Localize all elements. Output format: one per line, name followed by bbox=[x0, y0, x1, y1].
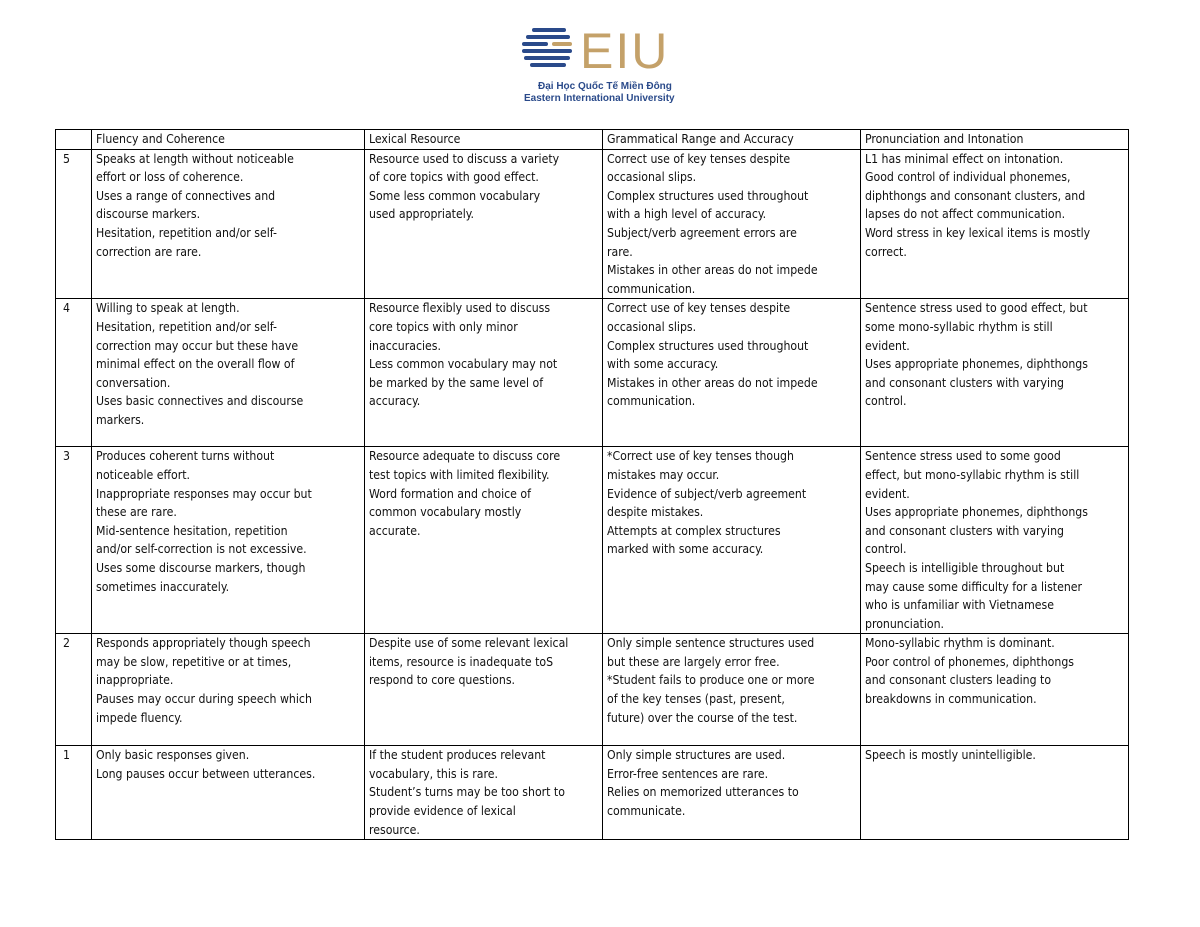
cell-text-line: impede fluency. bbox=[96, 710, 183, 725]
cell-text-line: occasional slips. bbox=[607, 319, 697, 334]
cell-text-line: accurate. bbox=[369, 523, 421, 538]
cell-text-line: *Student fails to produce one or more bbox=[607, 673, 815, 688]
column-header-grammar: Grammatical Range and Accuracy bbox=[603, 130, 861, 150]
cell-text-line: accuracy. bbox=[369, 394, 421, 409]
logo-subtitle-english: Eastern International University bbox=[524, 93, 675, 104]
cell-text-line: correction are rare. bbox=[96, 244, 202, 259]
cell-text-line: be marked by the same level of bbox=[369, 375, 544, 390]
cell-text-line: communicate. bbox=[607, 804, 686, 819]
cell-text-line: If the student produces relevant bbox=[369, 748, 546, 763]
cell-text-line: rare. bbox=[607, 244, 633, 259]
cell-text-line: discourse markers. bbox=[96, 207, 201, 222]
cell-text-line: Produces coherent turns without bbox=[96, 449, 275, 464]
fluency-cell bbox=[92, 299, 365, 447]
band-score: 2 bbox=[56, 634, 92, 746]
band-score: 3 bbox=[56, 447, 92, 634]
cell-text-line: with a high level of accuracy. bbox=[607, 207, 767, 222]
grammar-cell bbox=[603, 447, 861, 634]
cell-text-line: Long pauses occur between utterances. bbox=[96, 766, 316, 781]
table-row bbox=[56, 149, 1129, 299]
lexical-cell bbox=[365, 746, 603, 840]
cell-text-line: minimal effect on the overall flow of bbox=[96, 357, 295, 372]
pronunciation-cell bbox=[861, 447, 1129, 634]
cell-text-line: Complex structures used throughout bbox=[607, 338, 809, 353]
cell-text-line: these are rare. bbox=[96, 505, 177, 520]
grammar-cell bbox=[603, 634, 861, 746]
cell-text-line: Student’s turns may be too short to bbox=[369, 785, 565, 800]
lexical-cell bbox=[365, 299, 603, 447]
logo-wordmark: EIU bbox=[580, 23, 670, 79]
cell-text-line: breakdowns in communication. bbox=[865, 692, 1037, 707]
logo-mark-row bbox=[522, 23, 678, 79]
cell-text-line: Complex structures used throughout bbox=[607, 188, 809, 203]
cell-text-line: resource. bbox=[369, 822, 420, 837]
pronunciation-cell bbox=[861, 149, 1129, 299]
cell-text-line: Hesitation, repetition and/or self- bbox=[96, 225, 277, 240]
cell-text-line: Error-free sentences are rare. bbox=[607, 766, 769, 781]
cell-text-line: Only simple structures are used. bbox=[607, 748, 786, 763]
eiu-logo bbox=[520, 22, 680, 106]
table-header-row bbox=[56, 130, 1129, 150]
pronunciation-cell bbox=[861, 299, 1129, 447]
fluency-cell bbox=[92, 149, 365, 299]
lexical-cell bbox=[365, 634, 603, 746]
cell-text-line: sometimes inaccurately. bbox=[96, 579, 230, 594]
cell-text-line: inaccuracies. bbox=[369, 338, 441, 353]
cell-text-line: control. bbox=[865, 394, 907, 409]
cell-text-line: *Correct use of key tenses though bbox=[607, 449, 794, 464]
band-score: 4 bbox=[56, 299, 92, 447]
cell-text-line: Poor control of phonemes, diphthongs bbox=[865, 654, 1075, 669]
table-row bbox=[56, 634, 1129, 746]
cell-text-line: Resource flexibly used to discuss bbox=[369, 301, 551, 316]
cell-text-line: L1 has minimal effect on intonation. bbox=[865, 151, 1064, 166]
speaking-rubric-table bbox=[55, 129, 1129, 840]
cell-text-line: Inappropriate responses may occur but bbox=[96, 486, 312, 501]
cell-text-line: some mono-syllabic rhythm is still bbox=[865, 319, 1053, 334]
column-header-band bbox=[56, 130, 92, 150]
grammar-cell bbox=[603, 149, 861, 299]
cell-text-line: effort or loss of coherence. bbox=[96, 170, 244, 185]
cell-text-line: Less common vocabulary may not bbox=[369, 357, 558, 372]
cell-text-line: Evidence of subject/verb agreement bbox=[607, 486, 807, 501]
cell-text-line: Word stress in key lexical items is mostly bbox=[865, 225, 1091, 240]
cell-text-line: Some less common vocabulary bbox=[369, 188, 541, 203]
fluency-cell bbox=[92, 447, 365, 634]
cell-text-line: Resource used to discuss a variety bbox=[369, 151, 560, 166]
cell-text-line: evident. bbox=[865, 338, 910, 353]
cell-text-line: correct. bbox=[865, 244, 907, 259]
table-row bbox=[56, 746, 1129, 840]
cell-text-line: correction may occur but these have bbox=[96, 338, 299, 353]
cell-text-line: of core topics with good effect. bbox=[369, 170, 539, 185]
cell-text-line: Uses basic connectives and discourse bbox=[96, 394, 304, 409]
column-header-lexical: Lexical Resource bbox=[365, 130, 603, 150]
cell-text-line: common vocabulary mostly bbox=[369, 505, 522, 520]
lexical-cell bbox=[365, 149, 603, 299]
band-score: 5 bbox=[56, 149, 92, 299]
cell-text-line: future) over the course of the test. bbox=[607, 710, 798, 725]
cell-text-line: Word formation and choice of bbox=[369, 486, 531, 501]
cell-text-line: effect, but mono-syllabic rhythm is still bbox=[865, 467, 1080, 482]
cell-text-line: Speech is intelligible throughout but bbox=[865, 560, 1065, 575]
cell-text-line: Pauses may occur during speech which bbox=[96, 692, 312, 707]
cell-text-line: Uses appropriate phonemes, diphthongs bbox=[865, 357, 1088, 372]
cell-text-line: of the key tenses (past, present, bbox=[607, 692, 785, 707]
cell-text-line: noticeable effort. bbox=[96, 467, 191, 482]
cell-text-line: Despite use of some relevant lexical bbox=[369, 636, 569, 651]
band-score: 1 bbox=[56, 746, 92, 840]
cell-text-line: respond to core questions. bbox=[369, 673, 516, 688]
cell-text-line: may be slow, repetitive or at times, bbox=[96, 654, 292, 669]
grammar-cell bbox=[603, 299, 861, 447]
cell-text-line: communication. bbox=[607, 394, 696, 409]
cell-text-line: despite mistakes. bbox=[607, 505, 704, 520]
cell-text-line: and consonant clusters with varying bbox=[865, 523, 1064, 538]
cell-text-line: Speaks at length without noticeable bbox=[96, 151, 294, 166]
cell-text-line: diphthongs and consonant clusters, and bbox=[865, 188, 1086, 203]
fluency-cell bbox=[92, 746, 365, 840]
cell-text-line: Sentence stress used to some good bbox=[865, 449, 1061, 464]
cell-text-line: Correct use of key tenses despite bbox=[607, 151, 791, 166]
cell-text-line: mistakes may occur. bbox=[607, 467, 720, 482]
cell-text-line: provide evidence of lexical bbox=[369, 804, 516, 819]
cell-text-line: core topics with only minor bbox=[369, 319, 518, 334]
cell-text-line: but these are largely error free. bbox=[607, 654, 780, 669]
cell-text-line: Uses appropriate phonemes, diphthongs bbox=[865, 505, 1088, 520]
cell-text-line: Hesitation, repetition and/or self- bbox=[96, 319, 277, 334]
cell-text-line: test topics with limited flexibility. bbox=[369, 467, 550, 482]
pronunciation-cell bbox=[861, 746, 1129, 840]
cell-text-line: who is unfamiliar with Vietnamese bbox=[865, 598, 1054, 613]
cell-text-line: Resource adequate to discuss core bbox=[369, 449, 561, 464]
cell-text-line: Uses some discourse markers, though bbox=[96, 560, 306, 575]
cell-text-line: and consonant clusters leading to bbox=[865, 673, 1052, 688]
cell-text-line: Willing to speak at length. bbox=[96, 301, 240, 316]
cell-text-line: occasional slips. bbox=[607, 170, 697, 185]
cell-text-line: Relies on memorized utterances to bbox=[607, 785, 799, 800]
cell-text-line: and/or self-correction is not excessive. bbox=[96, 542, 307, 557]
cell-text-line: communication. bbox=[607, 281, 696, 296]
cell-text-line: and consonant clusters with varying bbox=[865, 375, 1064, 390]
cell-text-line: Mistakes in other areas do not impede bbox=[607, 263, 818, 278]
cell-text-line: Mid-sentence hesitation, repetition bbox=[96, 523, 288, 538]
cell-text-line: inappropriate. bbox=[96, 673, 174, 688]
cell-text-line: lapses do not affect communication. bbox=[865, 207, 1066, 222]
cell-text-line: Mono-syllabic rhythm is dominant. bbox=[865, 636, 1055, 651]
cell-text-line: Only simple sentence structures used bbox=[607, 636, 815, 651]
cell-text-line: Subject/verb agreement errors are bbox=[607, 225, 797, 240]
cell-text-line: Correct use of key tenses despite bbox=[607, 301, 791, 316]
eiu-stripes-icon bbox=[522, 26, 578, 72]
cell-text-line: may cause some difficulty for a listener bbox=[865, 579, 1083, 594]
cell-text-line: markers. bbox=[96, 412, 145, 427]
cell-text-line: items, resource is inadequate toS bbox=[369, 654, 554, 669]
cell-text-line: vocabulary, this is rare. bbox=[369, 766, 498, 781]
cell-text-line: Speech is mostly unintelligible. bbox=[865, 748, 1036, 763]
cell-text-line: Good control of individual phonemes, bbox=[865, 170, 1071, 185]
pronunciation-cell bbox=[861, 634, 1129, 746]
grammar-cell bbox=[603, 746, 861, 840]
cell-text-line: control. bbox=[865, 542, 907, 557]
cell-text-line: pronunciation. bbox=[865, 616, 945, 631]
cell-text-line: Attempts at complex structures bbox=[607, 523, 781, 538]
cell-text-line: marked with some accuracy. bbox=[607, 542, 764, 557]
cell-text-line: evident. bbox=[865, 486, 910, 501]
lexical-cell bbox=[365, 447, 603, 634]
cell-text-line: Mistakes in other areas do not impede bbox=[607, 375, 818, 390]
cell-text-line: used appropriately. bbox=[369, 207, 474, 222]
cell-text-line: with some accuracy. bbox=[607, 357, 719, 372]
cell-text-line: Sentence stress used to good effect, but bbox=[865, 301, 1088, 316]
table-row bbox=[56, 447, 1129, 634]
cell-text-line: conversation. bbox=[96, 375, 171, 390]
column-header-fluency: Fluency and Coherence bbox=[92, 130, 365, 150]
cell-text-line: Only basic responses given. bbox=[96, 748, 250, 763]
logo-subtitle-vietnamese: Đại Học Quốc Tế Miền Đông bbox=[538, 81, 672, 92]
cell-text-line: Uses a range of connectives and bbox=[96, 188, 276, 203]
table-row bbox=[56, 299, 1129, 447]
column-header-pronunciation: Pronunciation and Intonation bbox=[861, 130, 1129, 150]
fluency-cell bbox=[92, 634, 365, 746]
cell-text-line: Responds appropriately though speech bbox=[96, 636, 311, 651]
